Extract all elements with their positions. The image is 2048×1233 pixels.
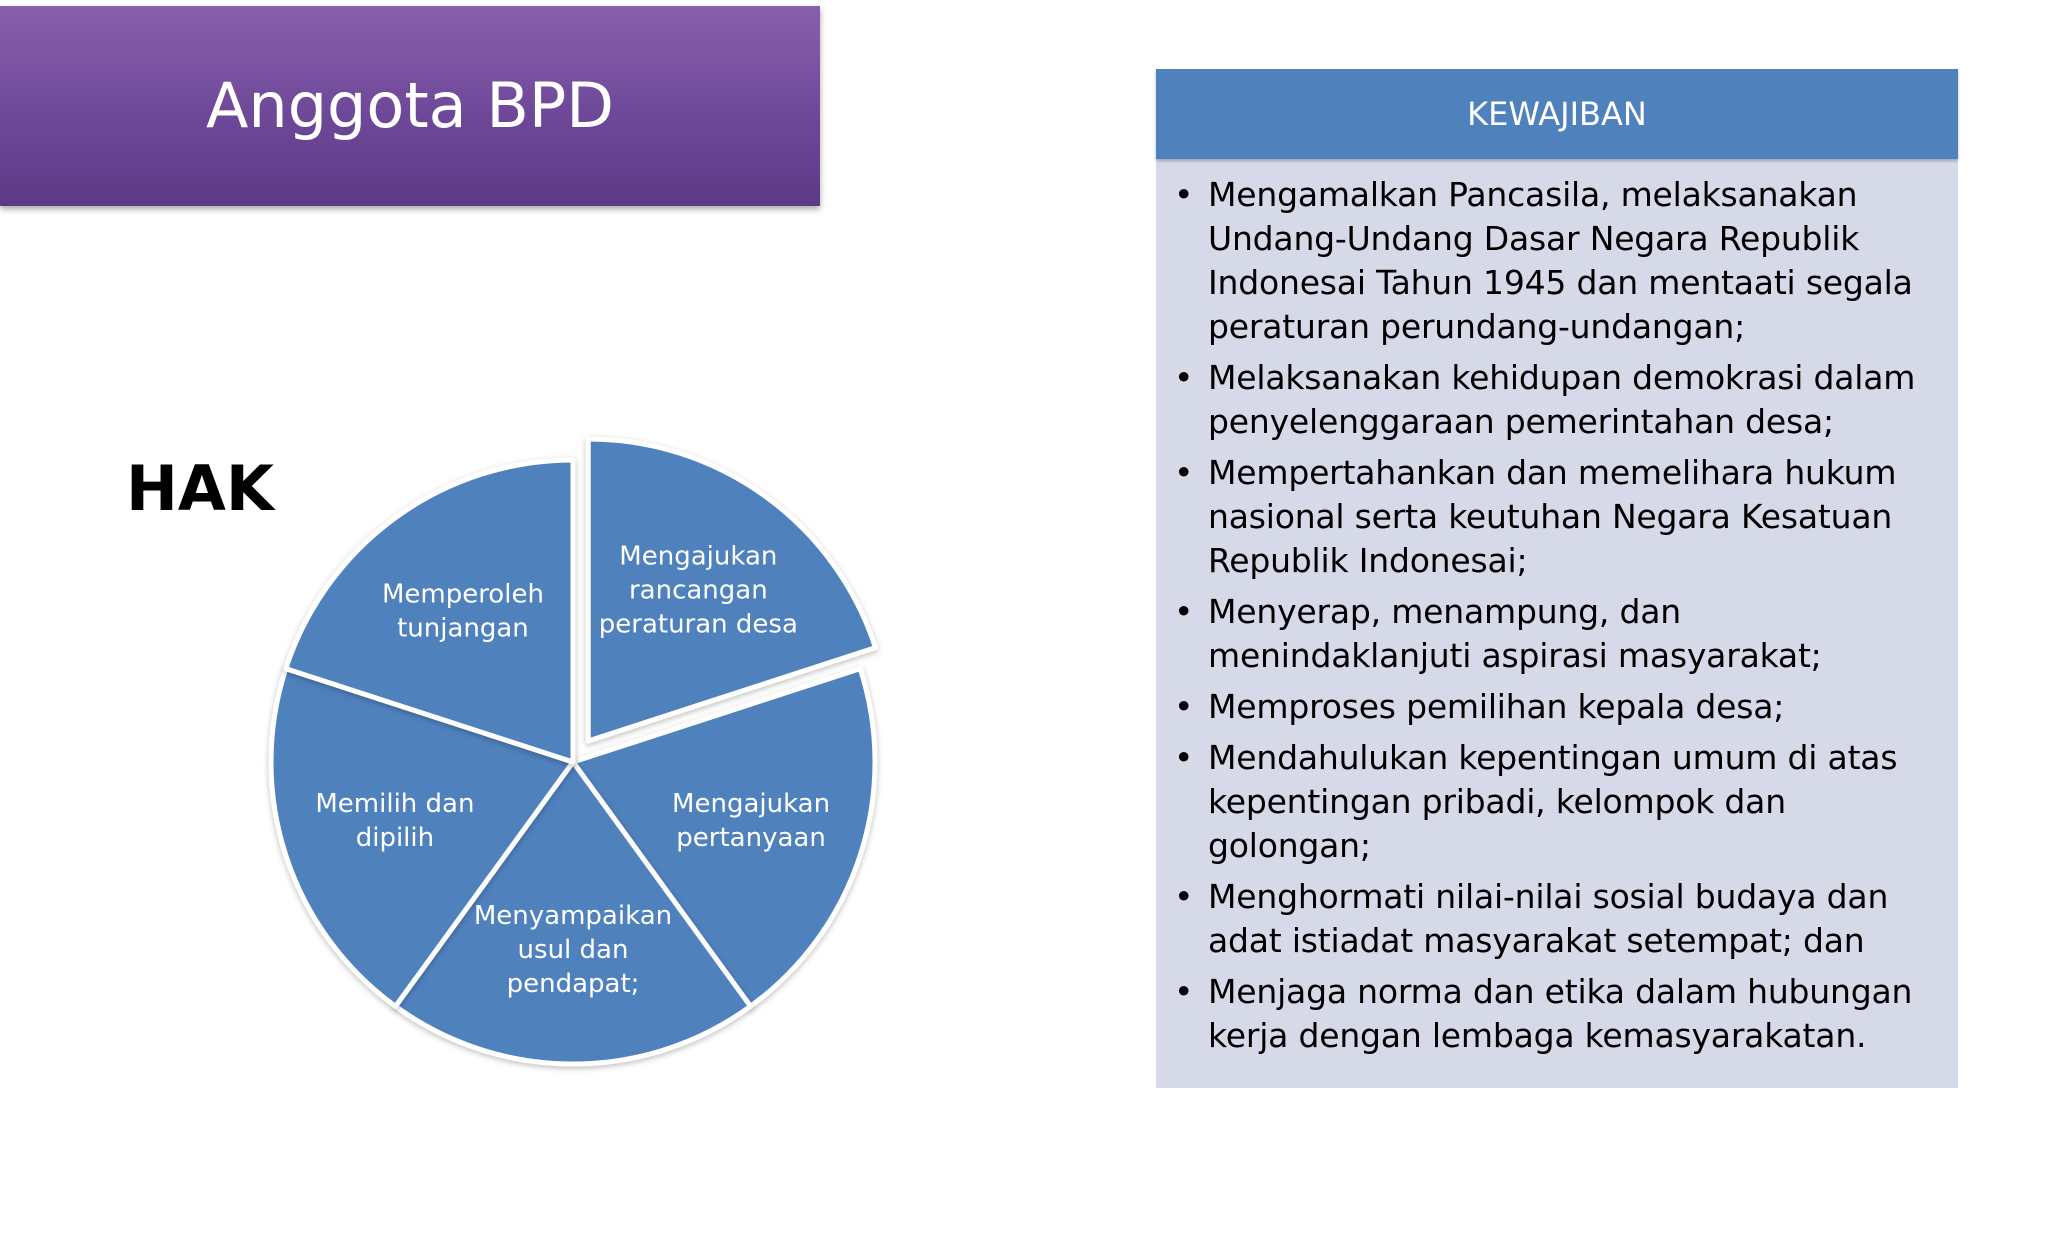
kewajiban-list [1174, 173, 1944, 1065]
pie-slice-label-line: peraturan desa [598, 609, 798, 640]
kewajiban-item-text: Menjaga norma dan etika dalam hubungan kerja dengan lembaga kemasyarakatan. [1208, 972, 1913, 1055]
kewajiban-header-text: KEWAJIBAN [1467, 95, 1647, 133]
kewajiban-item [1174, 590, 1944, 678]
kewajiban-item-text: Mendahulukan kepentingan umum di atas kepentingan pribadi, kelompok dan golongan; [1208, 738, 1898, 865]
hak-label: HAK [126, 452, 274, 525]
kewajiban-item-text: Melaksanakan kehidupan demokrasi dalam penyelenggaraan pemerintahan desa; [1208, 358, 1916, 441]
page-title: Anggota BPD [205, 69, 615, 142]
kewajiban-header [1156, 69, 1958, 159]
kewajiban-item-text: Mempertahankan dan memelihara hukum nasional serta keutuhan Negara Kesatuan Republik Indonesai; [1208, 453, 1897, 580]
kewajiban-item-text: Mengamalkan Pancasila, melaksanakan Undang-Undang Dasar Negara Republik Indonesai Tahun 1945 dan mentaati segala peraturan perundang-undangan; [1208, 175, 1913, 346]
kewajiban-item [1174, 173, 1944, 349]
bullet-icon: • [1174, 738, 1194, 777]
kewajiban-item [1174, 685, 1944, 729]
bullet-icon: • [1174, 175, 1194, 214]
kewajiban-panel [1156, 69, 1958, 1088]
kewajiban-item-text: Menghormati nilai-nilai sosial budaya dan adat istiadat masyarakat setempat; dan [1208, 877, 1889, 960]
kewajiban-item [1174, 356, 1944, 444]
kewajiban-item [1174, 875, 1944, 963]
pie-slice-label-line: tunjangan [397, 613, 529, 644]
bullet-icon: • [1174, 358, 1194, 397]
pie-slice-label-line: Mengajukan [619, 541, 778, 572]
pie-slice-label-line: Memperoleh [381, 579, 544, 610]
pie-slice-label-line: usul dan [517, 935, 629, 966]
bullet-icon: • [1174, 972, 1194, 1011]
pie-slice-label-line: pendapat; [506, 969, 640, 1000]
pie-slice-label-line: Mengajukan [672, 788, 831, 819]
bullet-icon: • [1174, 877, 1194, 916]
kewajiban-item [1174, 451, 1944, 583]
bullet-icon: • [1174, 687, 1194, 726]
bullet-icon: • [1174, 592, 1194, 631]
pie-slice-label-line: dipilih [355, 822, 435, 853]
kewajiban-item [1174, 736, 1944, 868]
kewajiban-item-text: Menyerap, menampung, dan menindaklanjuti aspirasi masyarakat; [1208, 592, 1822, 675]
bullet-icon: • [1174, 453, 1194, 492]
kewajiban-item [1174, 970, 1944, 1058]
kewajiban-item-text: Memproses pemilihan kepala desa; [1208, 687, 1785, 726]
pie-slice-label-line: rancangan [628, 575, 768, 606]
pie-slice-label-line: Memilih dan [315, 788, 475, 819]
pie-slice-label-line: pertanyaan [676, 822, 826, 853]
pie-slice-label-line: Menyampaikan [473, 901, 673, 932]
